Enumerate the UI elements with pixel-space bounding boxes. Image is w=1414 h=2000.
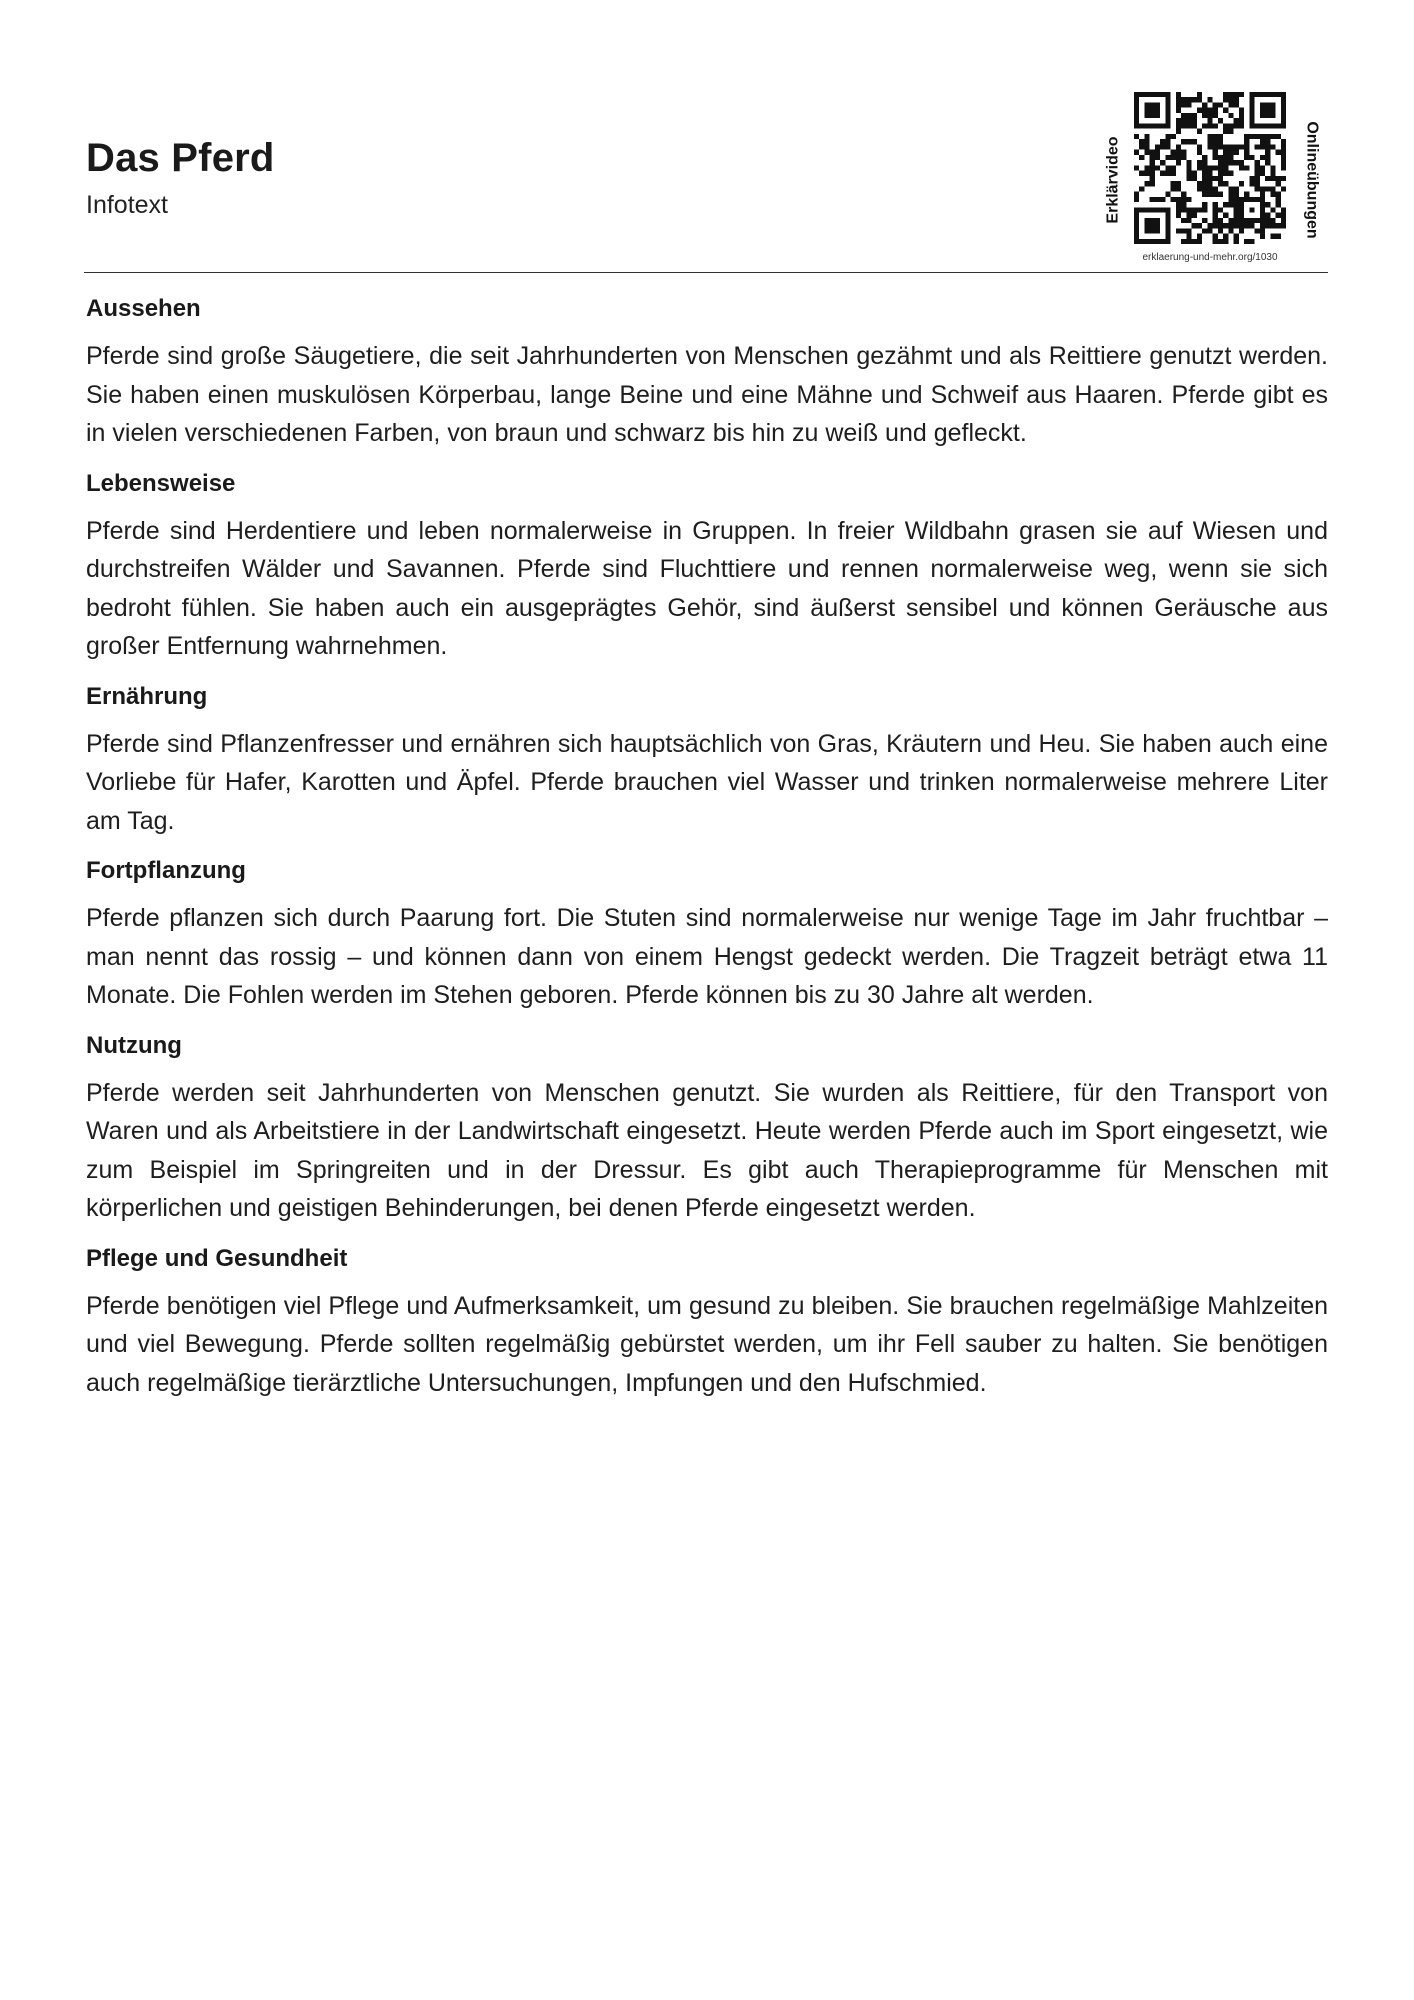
section-body: Pferde werden seit Jahrhunderten von Menschen genutzt. Sie wurden als Reittiere, für den Transport von Waren und als Arbeitstiere in der Landwirtschaft eingesetzt. Heute werden Pferde auch im Sport eingesetzt, wie zum Beispiel im Springreiten und in der Dressur. Es gibt auch Therapieprogramme für Menschen mit körperlichen und geistigen Behinderungen, bei denen Pferde eingesetzt werden. (86, 1078, 1328, 1222)
header-divider (84, 272, 1328, 273)
qr-label-video (1094, 126, 1134, 234)
section-fortpflanzung (86, 854, 1328, 1015)
page-subtitle: Infotext (86, 191, 168, 219)
text-content (86, 292, 1328, 1416)
section-body: Pferde benötigen viel Pflege und Aufmerksamkeit, um gesund zu bleiben. Sie brauchen regelmäßige Mahlzeiten und viel Bewegung. Pferde sollten regelmäßig gebürstet werden, um ihr Fell sauber zu halten. Sie benötigen auch regelmäßige tierärztliche Untersuchungen, Impfungen und den Hufschmied. (86, 1291, 1328, 1397)
section-heading: Aussehen (86, 295, 201, 322)
qr-label-video-text: Erklärvideo (1105, 136, 1122, 224)
page-title: Das Pferd (86, 136, 275, 180)
qr-label-exercises-text: Onlineübungen (1304, 121, 1322, 239)
section-lebensweise (86, 467, 1328, 666)
section-body: Pferde sind Herdentiere und leben normalerweise in Gruppen. In freier Wildbahn grasen sie auf Wiesen und durchstreifen Wälder und Savannen. Pferde sind Fluchttiere und rennen normalerweise weg, wenn sie sich bedroht fühlen. Sie haben auch ein ausgeprägtes Gehör, sind äußerst sensibel und können Geräusche aus großer Entfernung wahrnehmen. (86, 516, 1328, 660)
section-heading: Lebensweise (86, 469, 236, 497)
section-heading: Pflege und Gesundheit (86, 1244, 348, 1272)
qr-code-icon[interactable] (1134, 92, 1286, 244)
section-heading: Fortpflanzung (86, 857, 246, 884)
section-ernaehrung (86, 680, 1328, 841)
section-pflege-und-gesundheit (86, 1242, 1328, 1403)
section-aussehen (86, 292, 1328, 453)
section-heading: Nutzung (86, 1031, 182, 1059)
section-nutzung (86, 1029, 1328, 1228)
qr-label-exercises (1292, 100, 1332, 260)
section-body: Pferde sind große Säugetiere, die seit Jahrhunderten von Menschen gezähmt und als Reittiere genutzt werden. Sie haben einen muskulösen Körperbau, lange Beine und eine Mähne und Schweif aus Haaren. Pferde gibt es in vielen verschiedenen Farben, von braun und schwarz bis hin zu weiß und gefleckt. (86, 342, 1328, 447)
section-heading: Ernährung (86, 682, 208, 710)
section-body: Pferde pflanzen sich durch Paarung fort. Die Stuten sind normalerweise nur wenige Tage im Jahr fruchtbar – man nennt das rossig – und können dann von einem Hengst gedeckt werden. Die Tragzeit beträgt etwa 11 Monate. Die Fohlen werden im Stehen geboren. Pferde können bis zu 30 Jahre alt werden. (86, 904, 1328, 1009)
qr-url[interactable]: erklaerung-und-mehr.org/1030 (1142, 252, 1278, 263)
section-body: Pferde sind Pflanzenfresser und ernähren sich hauptsächlich von Gras, Kräutern und Heu. Sie haben auch eine Vorliebe für Hafer, Karotten und Äpfel. Pferde brauchen viel Wasser und trinken normalerweise mehrere Liter am Tag. (86, 729, 1328, 835)
